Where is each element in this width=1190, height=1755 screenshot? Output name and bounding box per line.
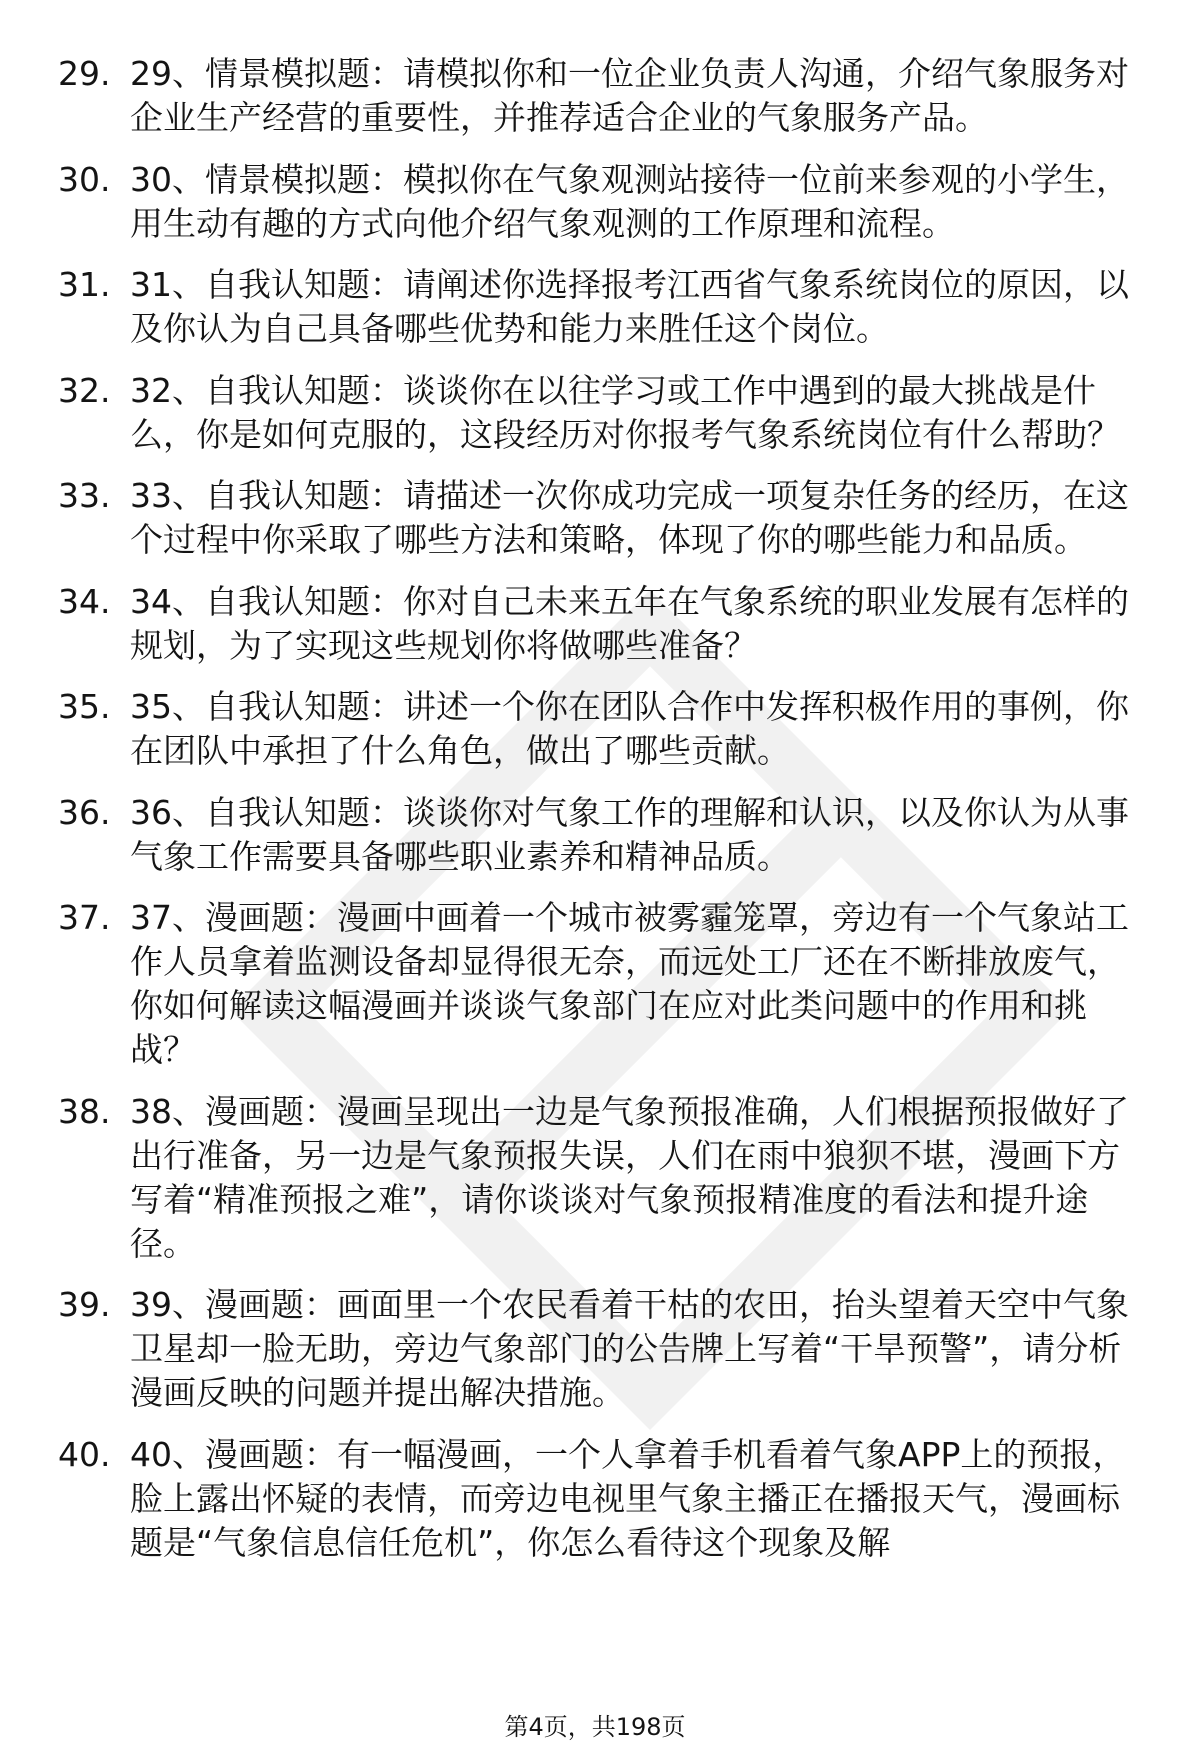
question-item [0,685,1190,773]
question-item [0,1433,1190,1565]
question-number: 40. [58,1434,111,1474]
question-item [0,52,1190,140]
question-number: 37. [58,898,111,937]
question-number: 36. [58,792,111,832]
question-list [0,52,1190,1582]
question-text: 35、自我认知题：讲述一个你在团队合作中发挥积极作用的事例，你在团队中承担了什么角色，做出了哪些贡献。 [130,687,1129,770]
question-number: 38. [58,1091,111,1131]
question-text: 39、漫画题：画面里一个农民看着干枯的农田，抬头望着天空中气象卫星却一脸无助，旁边气象部门的公告牌上写着“干旱预警”，请分析漫画反映的问题并提出解决措施。 [130,1285,1129,1412]
page-footer: 第4页，共198页 [504,1713,686,1741]
question-text: 40、漫画题：有一幅漫画，一个人拿着手机看着气象APP上的预报，脸上露出怀疑的表情，而旁边电视里气象主播正在播报天气，漫画标题是“气象信息信任危机”，你怎么看待这个现象及解 [130,1434,1126,1562]
question-number: 35. [58,687,111,726]
question-item [0,369,1190,457]
question-text: 36、自我认知题：谈谈你对气象工作的理解和认识，以及你认为从事气象工作需要具备哪些职业素养和精神品质。 [130,792,1129,876]
question-text: 33、自我认知题：请描述一次你成功完成一项复杂任务的经历，在这个过程中你采取了哪些方法和策略，体现了你的哪些能力和品质。 [130,476,1129,559]
question-item [0,1283,1190,1415]
question-number: 32. [58,370,111,410]
question-text: 37、漫画题：漫画中画着一个城市被雾霾笼罩，旁边有一个气象站工作人员拿着监测设备却显得很无奈，而远处工厂还在不断排放废气，你如何解读这幅漫画并谈谈气象部门在应对此类问题中的作用和挑战？ [130,898,1129,1069]
question-text: 30、情景模拟题：模拟你在气象观测站接待一位前来参观的小学生，用生动有趣的方式向他介绍气象观测的工作原理和流程。 [130,159,1129,243]
question-item [0,896,1190,1072]
question-item [0,263,1190,351]
question-text: 32、自我认知题：谈谈你在以往学习或工作中遇到的最大挑战是什么，你是如何克服的，这段经历对你报考气象系统岗位有什么帮助？ [130,370,1120,454]
question-text: 31、自我认知题：请阐述你选择报考江西省气象系统岗位的原因，以及你认为自己具备哪些优势和能力来胜任这个岗位。 [130,265,1129,348]
question-item [0,580,1190,668]
question-number: 30. [58,159,111,199]
question-number: 34. [58,581,111,621]
question-item [0,474,1190,562]
question-item [0,158,1190,246]
question-text: 34、自我认知题：你对自己未来五年在气象系统的职业发展有怎样的规划，为了实现这些规划你将做哪些准备？ [130,581,1129,665]
question-text: 38、漫画题：漫画呈现出一边是气象预报准确，人们根据预报做好了出行准备，另一边是气象预报失误，人们在雨中狼狈不堪，漫画下方写着“精准预报之难”，请你谈谈对气象预报精准度的看法和提升途径。 [130,1091,1129,1263]
question-number: 39. [58,1285,111,1324]
question-number: 33. [58,476,111,515]
question-item [0,1090,1190,1266]
question-number: 31. [58,265,111,304]
question-text: 29、情景模拟题：请模拟你和一位企业负责人沟通，介绍气象服务对企业生产经营的重要性，并推荐适合企业的气象服务产品。 [130,54,1129,137]
question-item [0,791,1190,879]
question-number: 29. [58,54,111,93]
